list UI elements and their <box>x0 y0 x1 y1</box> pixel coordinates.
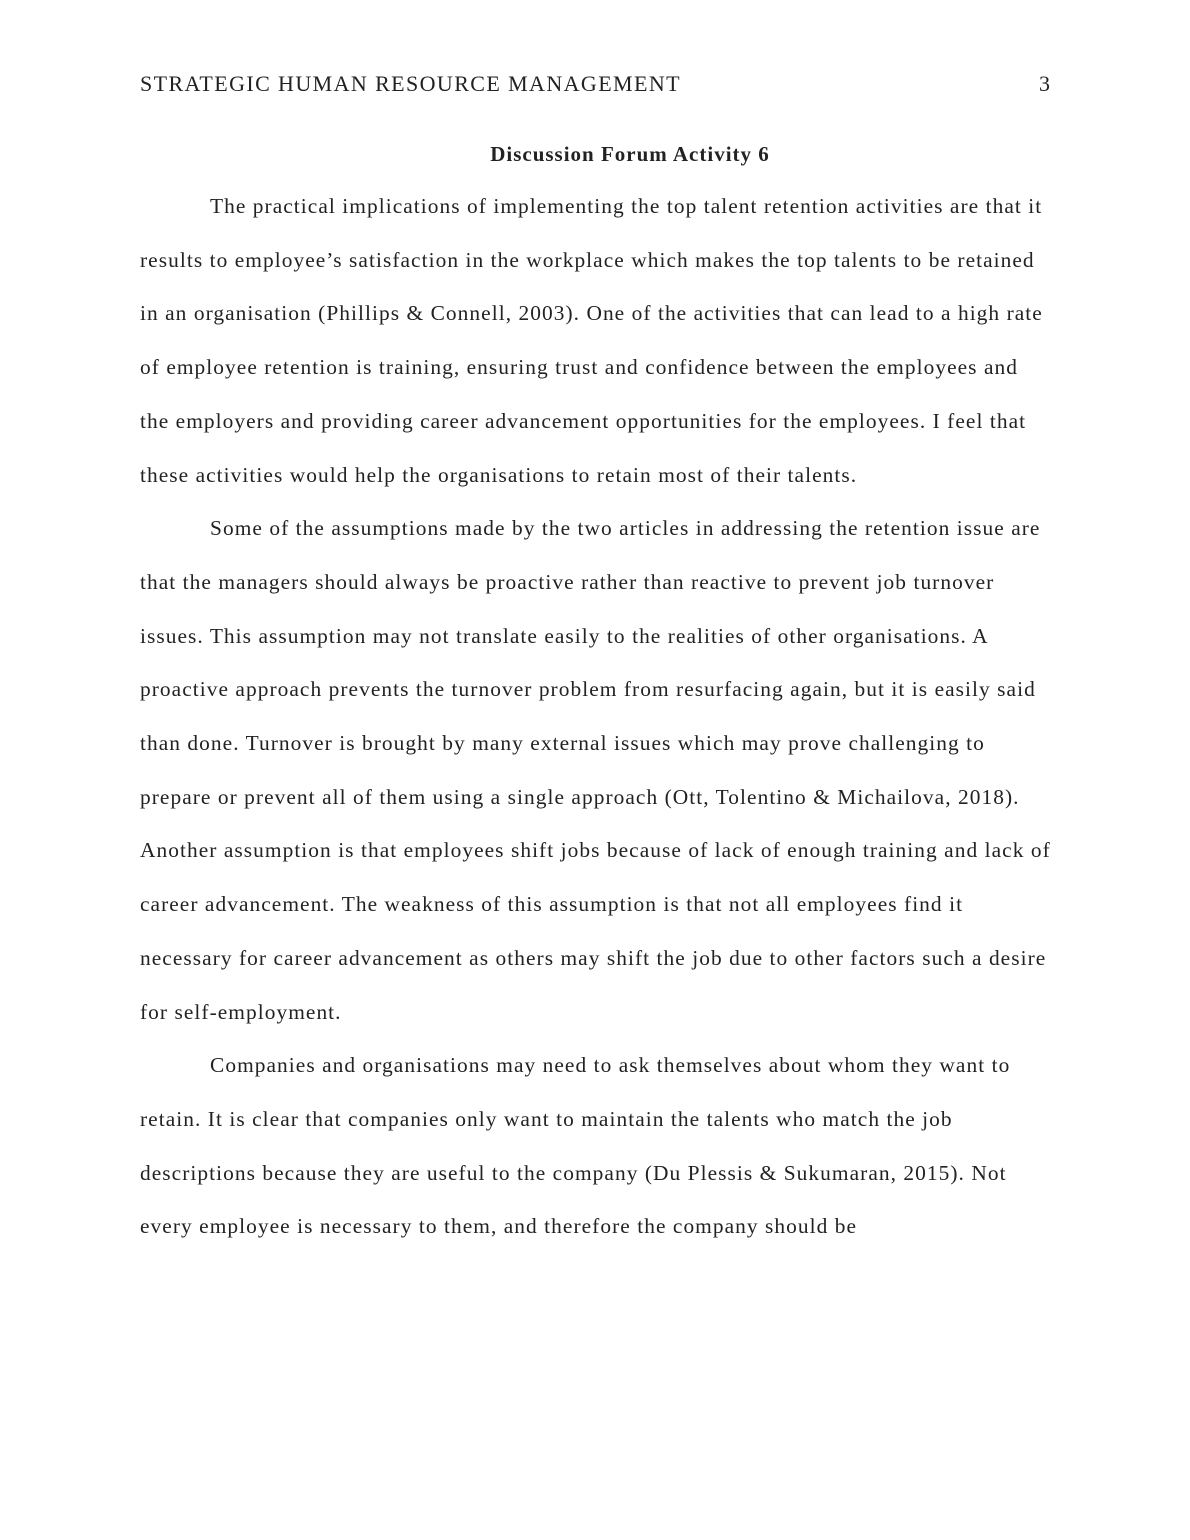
paragraph-2: Some of the assumptions made by the two articles in addressing the retention issue are that the managers should always be proactive rather than reactive to prevent job turnover issues. This assumption may not translate easily to the realities of other organisations. A proactive approach prevents the turnover problem from resurfacing again, but it is easily said than done. Turnover is brought by many external issues which may prove challenging to prepare or prevent all of them using a single approach (Ott, Tolentino & Michailova, 2018). Another assumption is that employees shift jobs because of lack of enough training and lack of career advancement. The weakness of this assumption is that not all employees find it necessary for career advancement as others may shift the job due to other factors such a desire for self-employment. <box>140 516 1051 1024</box>
document-title: Discussion Forum Activity 6 <box>490 142 770 166</box>
page-number: 3 <box>1039 71 1050 96</box>
running-head: STRATEGIC HUMAN RESOURCE MANAGEMENT <box>140 71 681 96</box>
body-text <box>140 180 1052 1254</box>
paragraph-1: The practical implications of implementing the top talent retention activities are that it results to employee’s satisfaction in the workplace which makes the top talents to be retained in an organisation (Phillips & Connell, 2003). One of the activities that can lead to a high rate of employee retention is training, ensuring trust and confidence between the employees and the employers and providing career advancement opportunities for the employees. I feel that these activities would help the organisations to retain most of their talents. <box>140 194 1043 487</box>
paragraph-3: Companies and organisations may need to ask themselves about whom they want to retain. It is clear that companies only want to maintain the talents who match the job descriptions because they are useful to the company (Du Plessis & Sukumaran, 2015). Not every employee is necessary to them, and therefore the company should be <box>140 1053 1011 1239</box>
